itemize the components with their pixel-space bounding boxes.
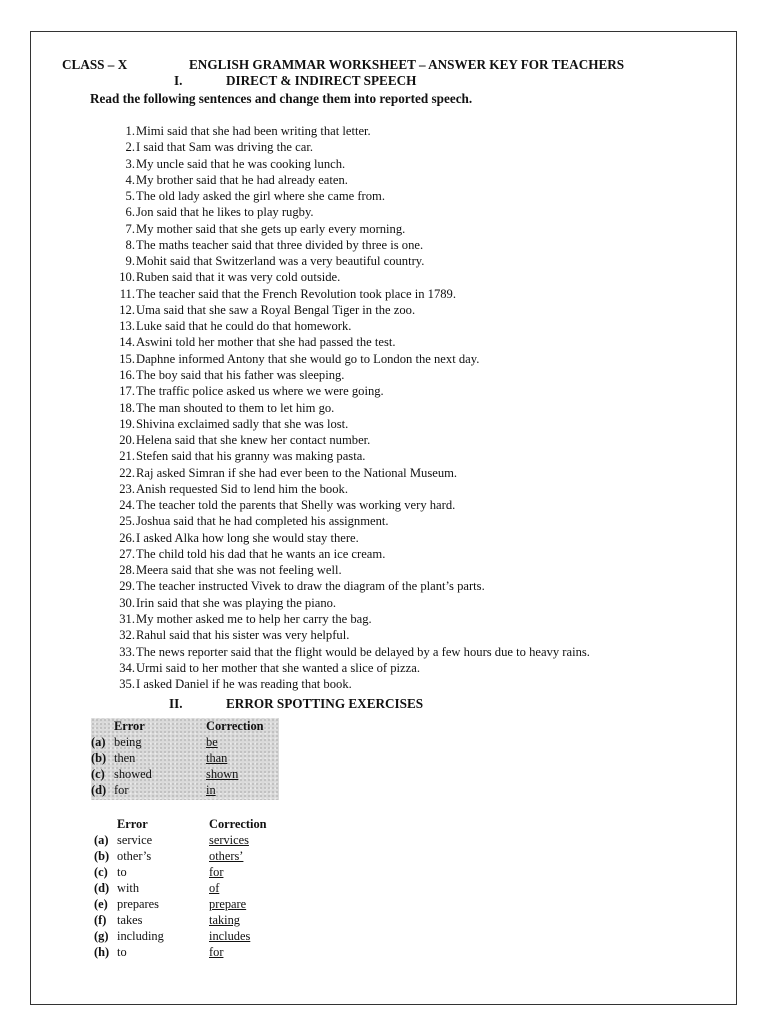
correction-word: taking (209, 913, 240, 927)
error-word: with (117, 881, 140, 895)
row-label: (e) (94, 897, 108, 911)
answer-text: Meera said that she was not feeling well. (136, 563, 342, 578)
answer-item (109, 611, 590, 627)
section-2-title: ERROR SPOTTING EXERCISES (226, 696, 424, 711)
answer-text: Aswini told her mother that she had passed the test. (136, 335, 396, 350)
answer-item (109, 383, 590, 399)
answer-number: 16. (119, 367, 135, 382)
answer-number: 25. (119, 514, 135, 529)
answer-text: The maths teacher said that three divided by three is one. (136, 237, 424, 252)
answer-text: The boy said that his father was sleeping. (136, 367, 345, 382)
answer-text: The traffic police asked us where we were going. (136, 384, 384, 399)
error-word: including (117, 929, 164, 943)
table-row (94, 880, 267, 896)
error-table-2 (94, 816, 267, 960)
error-table-1 (91, 718, 279, 800)
answer-list (109, 123, 590, 692)
answer-text: Raj asked Simran if she had ever been to the National Museum. (136, 465, 458, 480)
answer-number: 1. (125, 124, 135, 138)
answer-item (109, 497, 590, 513)
answer-item (109, 578, 590, 594)
answer-item (109, 237, 590, 253)
answer-text: Luke said that he could do that homework. (136, 319, 352, 334)
correction-word: prepare (209, 897, 247, 911)
answer-number: 5. (125, 189, 135, 204)
class-label: CLASS – X (62, 57, 128, 72)
answer-text: My uncle said that he was cooking lunch. (136, 156, 346, 171)
answer-number: 26. (119, 530, 135, 545)
answer-text: The teacher told the parents that Shelly was working very hard. (136, 498, 456, 513)
answer-number: 27. (119, 546, 135, 561)
column-header-correction: Correction (209, 817, 267, 831)
error-word: being (114, 735, 142, 749)
row-label: (d) (94, 881, 110, 895)
answer-text: The child told his dad that he wants an ice cream. (136, 546, 386, 561)
answer-number: 23. (119, 481, 135, 496)
answer-number: 9. (125, 254, 135, 269)
answer-number: 6. (125, 205, 135, 220)
answer-number: 8. (125, 237, 135, 252)
answer-item (109, 400, 590, 416)
answer-text: I said that Sam was driving the car. (136, 140, 313, 155)
answer-number: 24. (119, 498, 135, 513)
answer-item (109, 123, 590, 139)
answer-number: 11. (119, 286, 135, 301)
table-row (94, 944, 267, 960)
row-label: (h) (94, 945, 110, 959)
worksheet-title: ENGLISH GRAMMAR WORKSHEET – ANSWER KEY FOR TEACHERS (189, 57, 625, 72)
error-word: showed (114, 767, 152, 781)
error-word: service (117, 833, 153, 847)
answer-item (109, 448, 590, 464)
answer-number: 28. (119, 563, 135, 578)
correction-word: of (209, 881, 220, 895)
answer-number: 2. (125, 140, 135, 155)
column-header-error: Error (117, 817, 148, 831)
error-word: to (117, 865, 127, 879)
answer-item (109, 416, 590, 432)
section-1-title: DIRECT & INDIRECT SPEECH (226, 73, 417, 88)
error-word: then (114, 751, 136, 765)
answer-text: Helena said that she knew her contact number. (136, 433, 371, 448)
answer-number: 14. (119, 335, 135, 350)
answer-number: 19. (119, 416, 135, 431)
row-label: (f) (94, 913, 107, 927)
answer-text: My mother asked me to help her carry the bag. (136, 611, 372, 626)
answer-item (109, 660, 590, 676)
answer-text: Stefen said that his granny was making pasta. (136, 449, 366, 464)
error-word: prepares (117, 897, 159, 911)
correction-word: than (206, 751, 228, 765)
answer-text: My brother said that he had already eaten. (136, 172, 348, 187)
answer-item (109, 367, 590, 383)
error-word: for (114, 783, 129, 797)
correction-word: for (209, 865, 224, 879)
table-row (94, 912, 267, 928)
answer-text: Mohit said that Switzerland was a very beautiful country. (136, 254, 425, 269)
answer-text: Urmi said to her mother that she wanted a slice of pizza. (136, 660, 420, 675)
table-row (94, 832, 267, 848)
answer-number: 4. (125, 172, 135, 187)
answer-text: The man shouted to them to let him go. (136, 400, 335, 415)
row-label: (b) (91, 751, 107, 765)
table-row (91, 734, 279, 750)
table-header-row (94, 816, 267, 832)
answer-text: Rahul said that his sister was very helpful. (136, 628, 350, 643)
answer-item (109, 513, 590, 529)
answer-item (109, 676, 590, 692)
answer-number: 34. (119, 660, 135, 675)
correction-word: in (206, 783, 216, 797)
answer-number: 17. (119, 384, 135, 399)
answer-text: I asked Daniel if he was reading that book. (136, 677, 352, 692)
answer-text: The teacher said that the French Revolution took place in 1789. (136, 286, 456, 301)
answer-number: 31. (119, 611, 135, 626)
answer-item (109, 286, 590, 302)
correction-word: services (209, 833, 249, 847)
column-header-error: Error (114, 719, 145, 733)
answer-item (109, 644, 590, 660)
answer-item (109, 172, 590, 188)
row-label: (a) (91, 735, 106, 749)
answer-item (109, 318, 590, 334)
answer-number: 7. (125, 221, 135, 236)
answer-item (109, 221, 590, 237)
answer-item (109, 188, 590, 204)
answer-number: 13. (119, 319, 135, 334)
answer-text: I asked Alka how long she would stay there. (136, 530, 359, 545)
answer-item (109, 139, 590, 155)
table-row (91, 766, 279, 782)
row-label: (c) (91, 767, 105, 781)
correction-word: shown (206, 767, 239, 781)
answer-item (109, 302, 590, 318)
answer-item (109, 465, 590, 481)
answer-text: The news reporter said that the flight would be delayed by a few hours due to heavy rains. (136, 644, 590, 659)
answer-text: Jon said that he likes to play rugby. (136, 205, 314, 220)
answer-text: Daphne informed Antony that she would go to London the next day. (136, 351, 480, 366)
answer-number: 22. (119, 465, 135, 480)
answer-item (109, 481, 590, 497)
answer-text: Ruben said that it was very cold outside. (136, 270, 341, 285)
answer-text: Mimi said that she had been writing that letter. (136, 124, 371, 138)
row-label: (a) (94, 833, 109, 847)
row-label: (c) (94, 865, 108, 879)
answer-item (109, 156, 590, 172)
answer-text: The teacher instructed Vivek to draw the diagram of the plant’s parts. (136, 579, 485, 594)
table-row (91, 782, 279, 798)
answer-item (109, 253, 590, 269)
answer-text: The old lady asked the girl where she came from. (136, 189, 385, 204)
correction-word: for (209, 945, 224, 959)
answer-text: Joshua said that he had completed his assignment. (136, 514, 389, 529)
error-word: to (117, 945, 127, 959)
answer-number: 29. (119, 579, 135, 594)
answer-item (109, 530, 590, 546)
correction-word: includes (209, 929, 251, 943)
row-label: (g) (94, 929, 109, 943)
answer-item (109, 595, 590, 611)
answer-text: My mother said that she gets up early every morning. (136, 221, 406, 236)
answer-number: 20. (119, 433, 135, 448)
answer-number: 21. (119, 449, 135, 464)
answer-number: 30. (119, 595, 135, 610)
answer-number: 35. (119, 677, 135, 692)
table-row (94, 896, 267, 912)
section-1-instruction: Read the following sentences and change them into reported speech. (90, 91, 473, 106)
table-header-row (91, 718, 279, 734)
column-header-correction: Correction (206, 719, 264, 733)
answer-number: 12. (119, 302, 135, 317)
answer-text: Shivina exclaimed sadly that she was lost. (136, 416, 349, 431)
table-row (94, 848, 267, 864)
answer-number: 33. (119, 644, 135, 659)
row-label: (b) (94, 849, 110, 863)
correction-word: others’ (209, 849, 244, 863)
answer-text: Uma said that she saw a Royal Bengal Tiger in the zoo. (136, 302, 416, 317)
row-label: (d) (91, 783, 107, 797)
answer-item (109, 269, 590, 285)
answer-number: 3. (125, 156, 135, 171)
answer-number: 18. (119, 400, 135, 415)
answer-item (109, 432, 590, 448)
section-2-numeral: II. (169, 696, 183, 711)
answer-text: Irin said that she was playing the piano. (136, 595, 337, 610)
answer-number: 15. (119, 351, 135, 366)
answer-number: 10. (119, 270, 135, 285)
answer-item (109, 334, 590, 350)
error-word: takes (117, 913, 143, 927)
answer-item (109, 204, 590, 220)
answer-item (109, 627, 590, 643)
table-row (94, 864, 267, 880)
answer-text: Anish requested Sid to lend him the book. (136, 481, 348, 496)
section-1-numeral: I. (174, 73, 183, 88)
answer-number: 32. (119, 628, 135, 643)
table-row (94, 928, 267, 944)
error-word: other’s (117, 849, 152, 863)
table-row (91, 750, 279, 766)
correction-word: be (206, 735, 218, 749)
answer-item (109, 351, 590, 367)
answer-item (109, 546, 590, 562)
answer-item (109, 562, 590, 578)
